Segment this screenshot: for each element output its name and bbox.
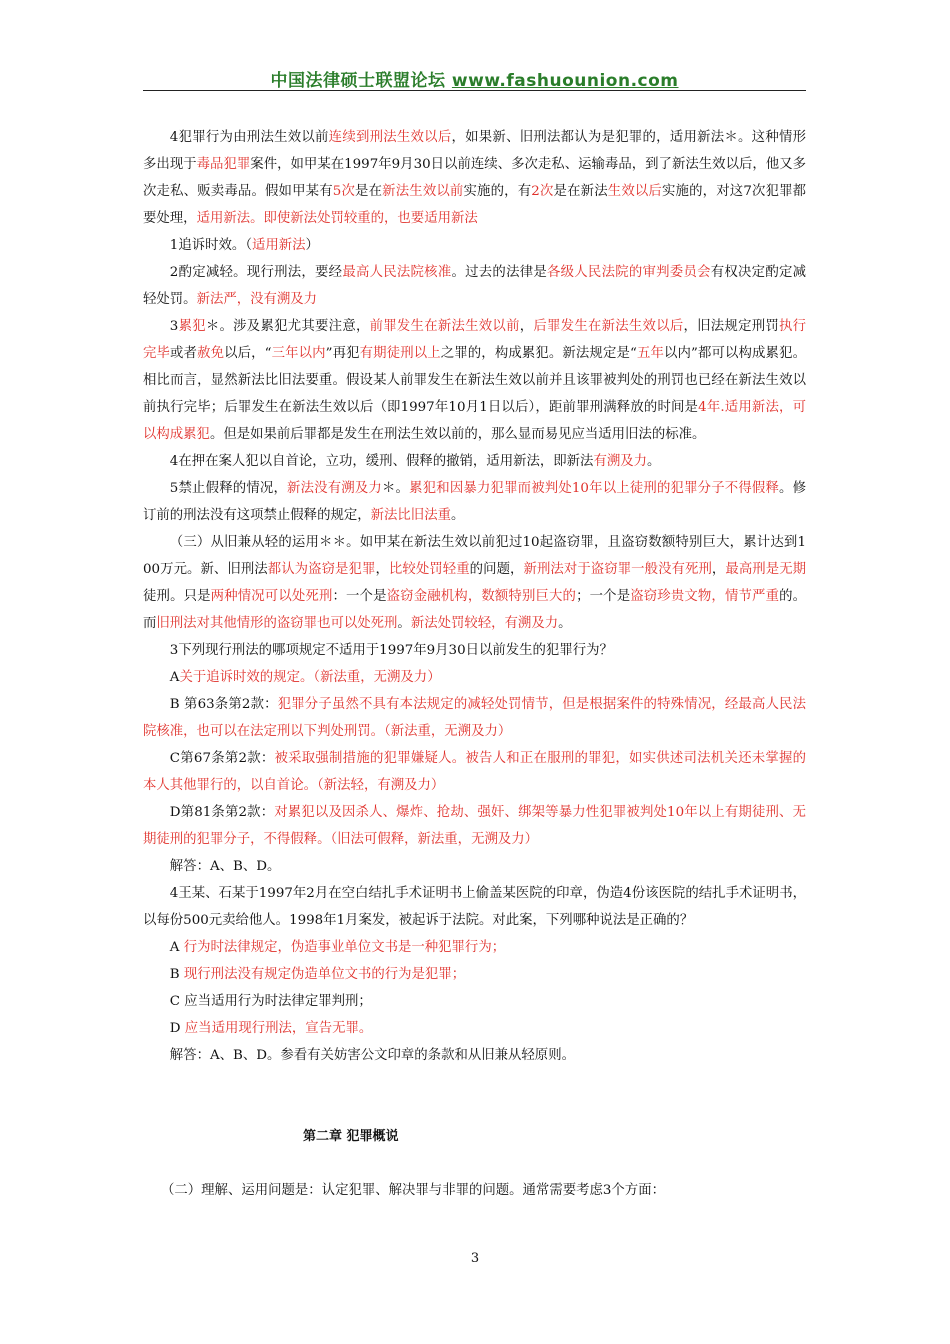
paragraph-text: A: [169, 940, 184, 955]
paragraph: [143, 664, 806, 691]
paragraph-text: 实施的，有: [463, 184, 532, 199]
paragraph-text: ，如果新、旧刑法都认为是犯罪的，适用新法＊。这种情形多出现于: [143, 130, 806, 172]
paragraph-text: 的问题，: [469, 562, 524, 577]
highlighted-text: 执行完毕: [143, 319, 807, 361]
highlighted-text: 被采取强制措施的犯罪嫌疑人。被告人和正在服刑的罪犯，如实供述司法机关还未掌握的本人其他罪行的，以自首论。（新法轻，有溯及力）: [143, 751, 807, 793]
paragraph-text: D: [169, 1021, 185, 1036]
highlighted-text: 毒品犯罪: [196, 157, 251, 172]
paragraph-text: C第67条第2款：: [169, 751, 275, 766]
paragraph: [143, 448, 806, 475]
page-number: 3: [470, 1251, 480, 1266]
paragraph-text: 之罪的，构成累犯。新法规定是“: [440, 346, 637, 361]
highlighted-text: 最高人民法院核准: [342, 265, 452, 280]
paragraph-text: 。修订前的刑法没有这项禁止假释的规定，: [143, 481, 807, 523]
highlighted-text: 前罪发生在新法生效以前: [369, 319, 520, 334]
spacer: [143, 1096, 806, 1123]
highlighted-text: 连续到刑法生效以后: [328, 130, 452, 145]
highlighted-text: 5次: [332, 184, 356, 199]
chapter-title: 第二章 犯罪概说: [303, 1129, 399, 1144]
highlighted-text: 新法没有溯及力: [287, 481, 382, 496]
paragraph-text: 或者: [170, 346, 198, 361]
highlighted-text: 后罪发生在新法生效以后: [533, 319, 684, 334]
paragraph: [143, 934, 806, 961]
paragraph: [143, 853, 806, 880]
paragraph-text: 4犯罪行为由刑法生效以前: [169, 130, 329, 145]
highlighted-text: 两种情况可以处死刑: [210, 589, 333, 604]
paragraph-text: 解答：A、B、D。参看有关妨害公文印章的条款和从旧兼从轻原则。: [169, 1048, 575, 1063]
highlighted-text: 盗窃珍贵文物，情节严重: [630, 589, 780, 604]
highlighted-text: 赦免: [197, 346, 225, 361]
highlighted-text: 五年: [636, 346, 664, 361]
highlighted-text: 盗窃金融机构，数额特别巨大的: [386, 589, 577, 604]
paragraph-text: ”再犯: [325, 346, 360, 361]
header-rule: [143, 90, 806, 91]
paragraph-text: 是在: [355, 184, 383, 199]
highlighted-text: 新法比旧法重: [370, 508, 451, 523]
spacer: [143, 1069, 806, 1096]
paragraph-text: （三）从旧兼从轻的运用＊＊。如甲某在新法生效以前犯过10起盗窃罪，且盗窃数额特别巨大，累计达到100万元。新、旧刑法: [143, 535, 806, 577]
page-header: [143, 66, 806, 91]
last-paragraph: （二）理解、运用问题是：认定犯罪、解决罪与非罪的问题。通常需要考虑3个方面：: [161, 1183, 665, 1198]
highlighted-text: 适用新法。即使新法处罚较重的，也要适用新法: [196, 211, 478, 226]
paragraph-text: 是在新法: [553, 184, 608, 199]
paragraph-text: 1追诉时效。（: [169, 238, 252, 253]
paragraph-text: 4王某、石某于1997年2月在空白结扎手术证明书上偷盖某医院的印章，伪造4份该医院的结扎手术证明书，以每份500元卖给他人。1998年1月案发，被起诉于法院。对此案，下列哪种说法是正确的？: [143, 886, 806, 928]
paragraph-text: 。: [647, 454, 661, 469]
header-url[interactable]: www.fashuounion.com: [451, 71, 679, 91]
paragraph-text: 以内”都可以构成累犯。相比而言，显然新法比旧法要重。假设某人前罪发生在新法生效以前并且该罪被判处的刑罚也已经在新法生效以前执行完毕；后罪发生在新法生效以后（即1997年10月1日以后），距前罪刑满释放的时间是: [143, 346, 806, 415]
highlighted-text: 行为时法律规定，伪造事业单位文书是一种犯罪行为；: [183, 940, 506, 955]
paragraph-text: C 应当适用行为时法律定罪判刑；: [169, 994, 372, 1009]
paragraph-text: ，: [519, 319, 534, 334]
paragraph-text: A: [169, 670, 180, 685]
highlighted-text: 4年: [698, 400, 721, 415]
paragraph-text: 解答：A、B、D。: [169, 859, 281, 874]
highlighted-text: 生效以后: [607, 184, 662, 199]
paragraph-text: 5禁止假释的情况，: [169, 481, 288, 496]
paragraph: [143, 961, 806, 988]
highlighted-text: .适用新法，可以构成累犯: [143, 400, 806, 442]
highlighted-text: 各级人民法院的审判委员会: [547, 265, 711, 280]
highlighted-text: 应当适用现行刑法，宣告无罪。: [184, 1021, 373, 1036]
highlighted-text: 有期徒刑以上: [359, 346, 441, 361]
paragraph: [143, 1042, 806, 1069]
highlighted-text: 有溯及力: [593, 454, 647, 469]
paragraph: [143, 637, 806, 664]
highlighted-text: 旧刑法对其他情形的盗窃罪也可以处死刑: [156, 616, 398, 631]
highlighted-text: 累犯: [178, 319, 206, 334]
highlighted-text: 新法生效以前: [382, 184, 464, 199]
paragraph-text: 的。而: [143, 589, 807, 631]
paragraph-text: 徒刑。只是: [143, 589, 211, 604]
paragraph-text: 。过去的法律是: [451, 265, 547, 280]
paragraph-text: 。: [558, 616, 572, 631]
highlighted-text: 三年以内: [271, 346, 326, 361]
header-title: 中国法律硕士联盟论坛: [270, 71, 446, 91]
paragraph-text: 4在押在案人犯以自首论，立功，缓刑、假释的撤销，适用新法，即新法: [169, 454, 594, 469]
paragraph: [143, 988, 806, 1015]
paragraph-text: 2酌定减轻。现行刑法，要经: [169, 265, 343, 280]
paragraph: [143, 691, 806, 745]
paragraph-text: B 第63条第2款：: [169, 697, 278, 712]
highlighted-text: 比较处罚轻重: [388, 562, 470, 577]
paragraph-text: ，: [375, 562, 389, 577]
paragraph-text: 案件，如甲某在1997年9月30日以前连续、多次走私、运输毒品，到了新法生效以后，他又多次走私、贩卖毒品。假如甲某有: [143, 157, 807, 199]
paragraph: [143, 313, 806, 448]
highlighted-text: 对累犯以及因杀人、爆炸、抢劫、强奸、绑架等暴力性犯罪被判处10年以上有期徒刑、无期徒刑的犯罪分子，不得假释。（旧法可假释，新法重，无溯及力）: [143, 805, 806, 847]
spacer: [143, 1150, 806, 1177]
highlighted-text: 新法处罚较轻，有溯及力: [410, 616, 559, 631]
paragraph-text: ＊。: [381, 481, 410, 496]
highlighted-text: 最高刑是无期: [725, 562, 807, 577]
paragraph: [143, 1015, 806, 1042]
highlighted-text: 累犯和因暴力犯罪而被判处10年以上徒刑的犯罪分子不得假释: [409, 481, 780, 496]
paragraph-text: 以后，“: [224, 346, 272, 361]
paragraph-text: ，: [711, 562, 726, 577]
highlighted-text: 新刑法对于盗窃罪一般没有死刑: [523, 562, 712, 577]
paragraph: [143, 880, 806, 934]
paragraph-text: 3下列现行刑法的哪项规定不适用于1997年9月30日以前发生的犯罪行为？: [169, 643, 613, 658]
paragraph-text: 。但是如果前后罪都是发生在刑法生效以前的，那么显而易见应当适用旧法的标准。: [209, 427, 706, 442]
highlighted-text: 适用新法: [251, 238, 306, 253]
paragraph-text: ＊。涉及累犯尤其要注意，: [205, 319, 370, 334]
paragraph: [143, 124, 806, 232]
paragraph: [143, 259, 806, 313]
paragraph-text: D第81条第2款：: [169, 805, 275, 820]
paragraph: [143, 232, 806, 259]
paragraph-text: ：一个是: [332, 589, 387, 604]
paragraph-list: [143, 124, 806, 1069]
paragraph-text: 3: [169, 319, 179, 334]
paragraph: [143, 475, 806, 529]
paragraph-text: 。: [397, 616, 411, 631]
highlighted-text: 犯罪分子虽然不具有本法规定的减轻处罚情节，但是根据案件的特殊情况，经最高人民法院核准，也可以在法定刑以下判处刑罚。（新法重，无溯及力）: [143, 697, 806, 739]
paragraph: [143, 529, 806, 637]
highlighted-text: 现行刑法没有规定伪造单位文书的行为是犯罪；: [183, 967, 466, 982]
paragraph-text: ；一个是: [576, 589, 631, 604]
paragraph-text: B: [169, 967, 184, 982]
paragraph-text: 。: [450, 508, 465, 523]
highlighted-text: 都认为盗窃是犯罪: [267, 562, 376, 577]
paragraph: [143, 799, 806, 853]
paragraph-text: 有权决定酌定减轻处罚。: [143, 265, 807, 307]
highlighted-text: 新法严，没有溯及力: [196, 292, 318, 307]
paragraph-text: ）: [305, 238, 319, 253]
document-body: [143, 124, 806, 1204]
highlighted-text: 关于追诉时效的规定。（新法重，无溯及力）: [179, 670, 441, 685]
highlighted-text: 2次: [531, 184, 554, 199]
paragraph: [143, 745, 806, 799]
paragraph-text: ，旧法规定刑罚: [683, 319, 780, 334]
paragraph-text: 实施的，对这7次犯罪都要处理，: [143, 184, 807, 226]
